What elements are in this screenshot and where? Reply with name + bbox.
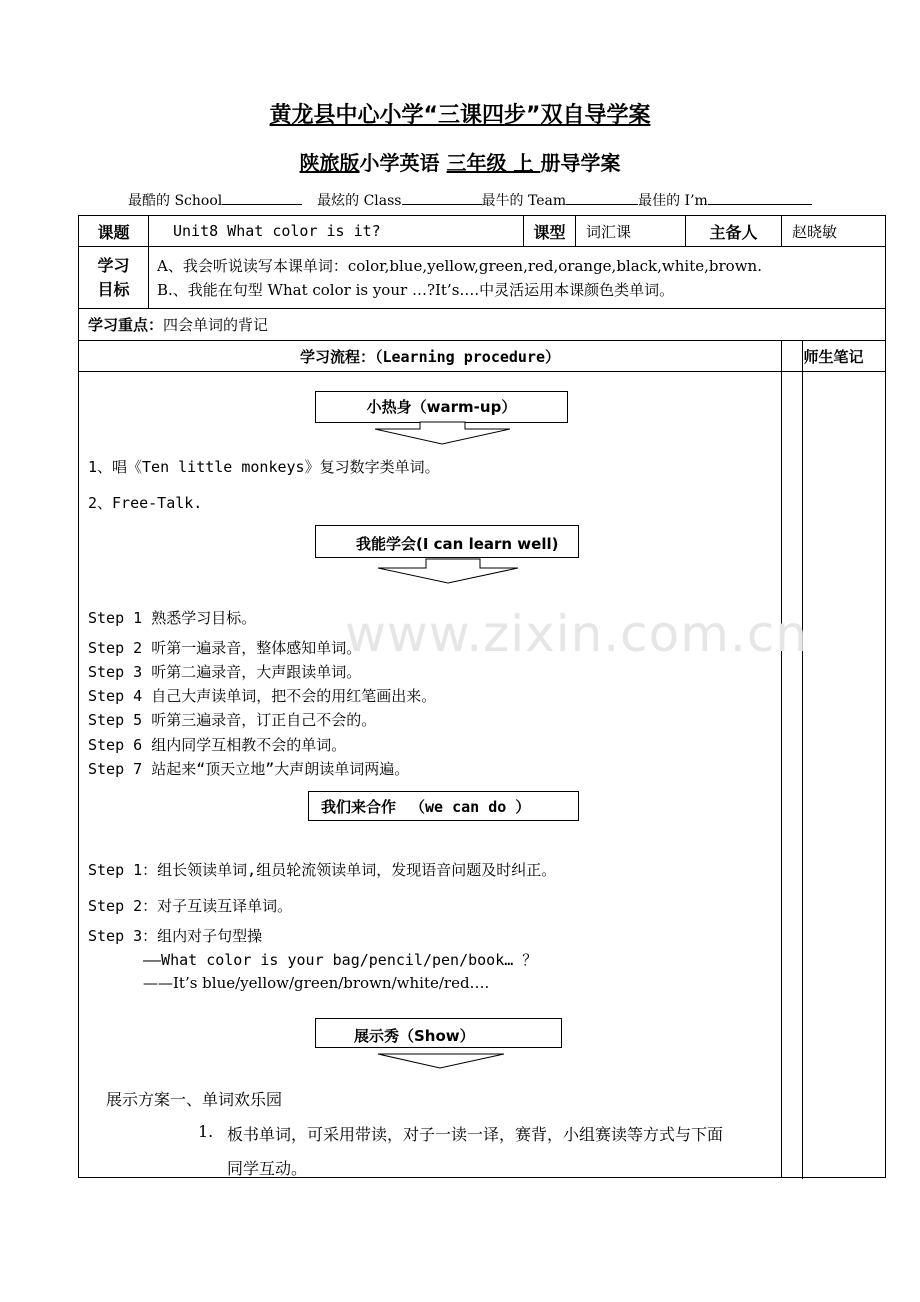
focus-row (79, 309, 886, 341)
cooperate-title-box (308, 791, 579, 821)
warmup-item-2: 2、Free-Talk. (88, 494, 203, 512)
cooperate-title-en: （we can do ） (410, 798, 531, 816)
show-title-box (315, 1018, 562, 1048)
goal-b: B.、我能在句型 What color is your …?It’s….中灵活运用本课颜色类单词。 (157, 280, 675, 299)
warmup-title-box (315, 391, 568, 423)
im-label: 最佳的 I’m (638, 193, 708, 209)
learn-step-4: Step 4 自己大声读单词，把不会的用红笔画出来。 (88, 687, 437, 705)
title-prefix: 黄龙县中心小学 (269, 103, 424, 128)
show-item-number: 1. (198, 1122, 214, 1141)
learn-step-6: Step 6 组内同学互相教不会的单词。 (88, 736, 347, 754)
school-label: 最酷的 School (128, 193, 223, 209)
school-blank[interactable] (222, 192, 302, 205)
class-label: 最炫的 Class (317, 193, 402, 209)
class-blank[interactable] (402, 192, 482, 205)
procedure-header: 学习流程：（Learning procedure） (79, 341, 782, 372)
goals-label-line2: 目标 (97, 279, 130, 299)
cooperate-step-1: Step 1：组长领读单词,组员轮流领读单词，发现语音问题及时纠正。 (88, 861, 557, 879)
cooperate-step-2: Step 2：对子互读互译单词。 (88, 897, 293, 915)
notes-header: 师生笔记 (782, 341, 886, 372)
learn-title-box (315, 525, 579, 558)
team-blank[interactable] (566, 192, 638, 205)
notes-content[interactable] (782, 372, 886, 1178)
cooperate-step-3: Step 3：组内对子句型操 (88, 927, 263, 945)
warmup-item-1: 1、唱《Ten little monkeys》复习数字类单词。 (88, 458, 440, 476)
preparer-label: 主备人 (686, 216, 782, 247)
goals-label-line1: 学习 (97, 255, 130, 275)
team-label: 最牛的 Team (481, 193, 567, 209)
show-item-line-2: 同学互动。 (227, 1159, 308, 1178)
warmup-arrow-icon (370, 421, 515, 445)
show-arrow-icon (376, 1048, 506, 1070)
subtitle-subject: 小学英语 (359, 151, 440, 175)
subtitle-suffix: 册导学案 (540, 151, 621, 175)
learn-step-3: Step 3 听第二遍录音，大声跟读单词。 (88, 663, 362, 681)
subtitle-volume: 上 (513, 151, 534, 175)
goals-content (149, 247, 886, 309)
title-suffix: 双自导学案 (540, 103, 651, 128)
focus-label: 学习重点： (88, 316, 164, 334)
learn-step-7: Step 7 站起来“顶天立地”大声朗读单词两遍。 (88, 760, 410, 778)
preparer-value: 赵晓敏 (782, 216, 886, 247)
topic-value: Unit8 What color is it? (149, 216, 524, 247)
goals-label (79, 247, 149, 309)
warmup-title: 小热身（warm-up） (366, 398, 517, 416)
im-blank[interactable] (708, 192, 812, 205)
show-title: 展示秀（Show） (354, 1027, 475, 1045)
goal-a: A、我会听说读写本课单词：color,blue,yellow,green,red,orange,black,white,brown. (157, 256, 762, 275)
notes-divider (802, 340, 803, 1179)
page-title (0, 98, 920, 129)
topic-label: 课题 (79, 216, 149, 247)
type-label: 课型 (524, 216, 576, 247)
info-line (128, 190, 812, 210)
learn-step-5: Step 5 听第三遍录音，订正自己不会的。 (88, 711, 377, 729)
learn-arrow-icon (376, 558, 521, 584)
cooperate-dialog-1: ——What color is your bag/pencil/pen/book… ？ (143, 951, 538, 969)
learn-title: 我能学会(I can learn well) (356, 535, 559, 553)
subtitle-publisher: 陕旅版 (299, 151, 360, 175)
learn-step-2: Step 2 听第一遍录音，整体感知单词。 (88, 639, 362, 657)
title-quoted: “三课四步” (423, 103, 541, 128)
cooperate-dialog-2: ——It’s blue/yellow/green/brown/white/red…. (143, 974, 490, 992)
cooperate-title-cn: 我们来合作 (321, 798, 397, 816)
learn-step-1: Step 1 熟悉学习目标。 (88, 609, 257, 627)
subtitle-grade: 三年级 (446, 151, 507, 175)
show-item-line-1: 板书单词，可采用带读，对子一读一译，赛背，小组赛读等方式与下面 (227, 1125, 724, 1144)
page-subtitle (0, 147, 920, 176)
type-value: 词汇课 (576, 216, 686, 247)
show-plan: 展示方案一、单词欢乐园 (106, 1090, 283, 1109)
focus-text: 四会单词的背记 (163, 316, 269, 334)
watermark: www.zixin.com.cn (345, 605, 809, 663)
